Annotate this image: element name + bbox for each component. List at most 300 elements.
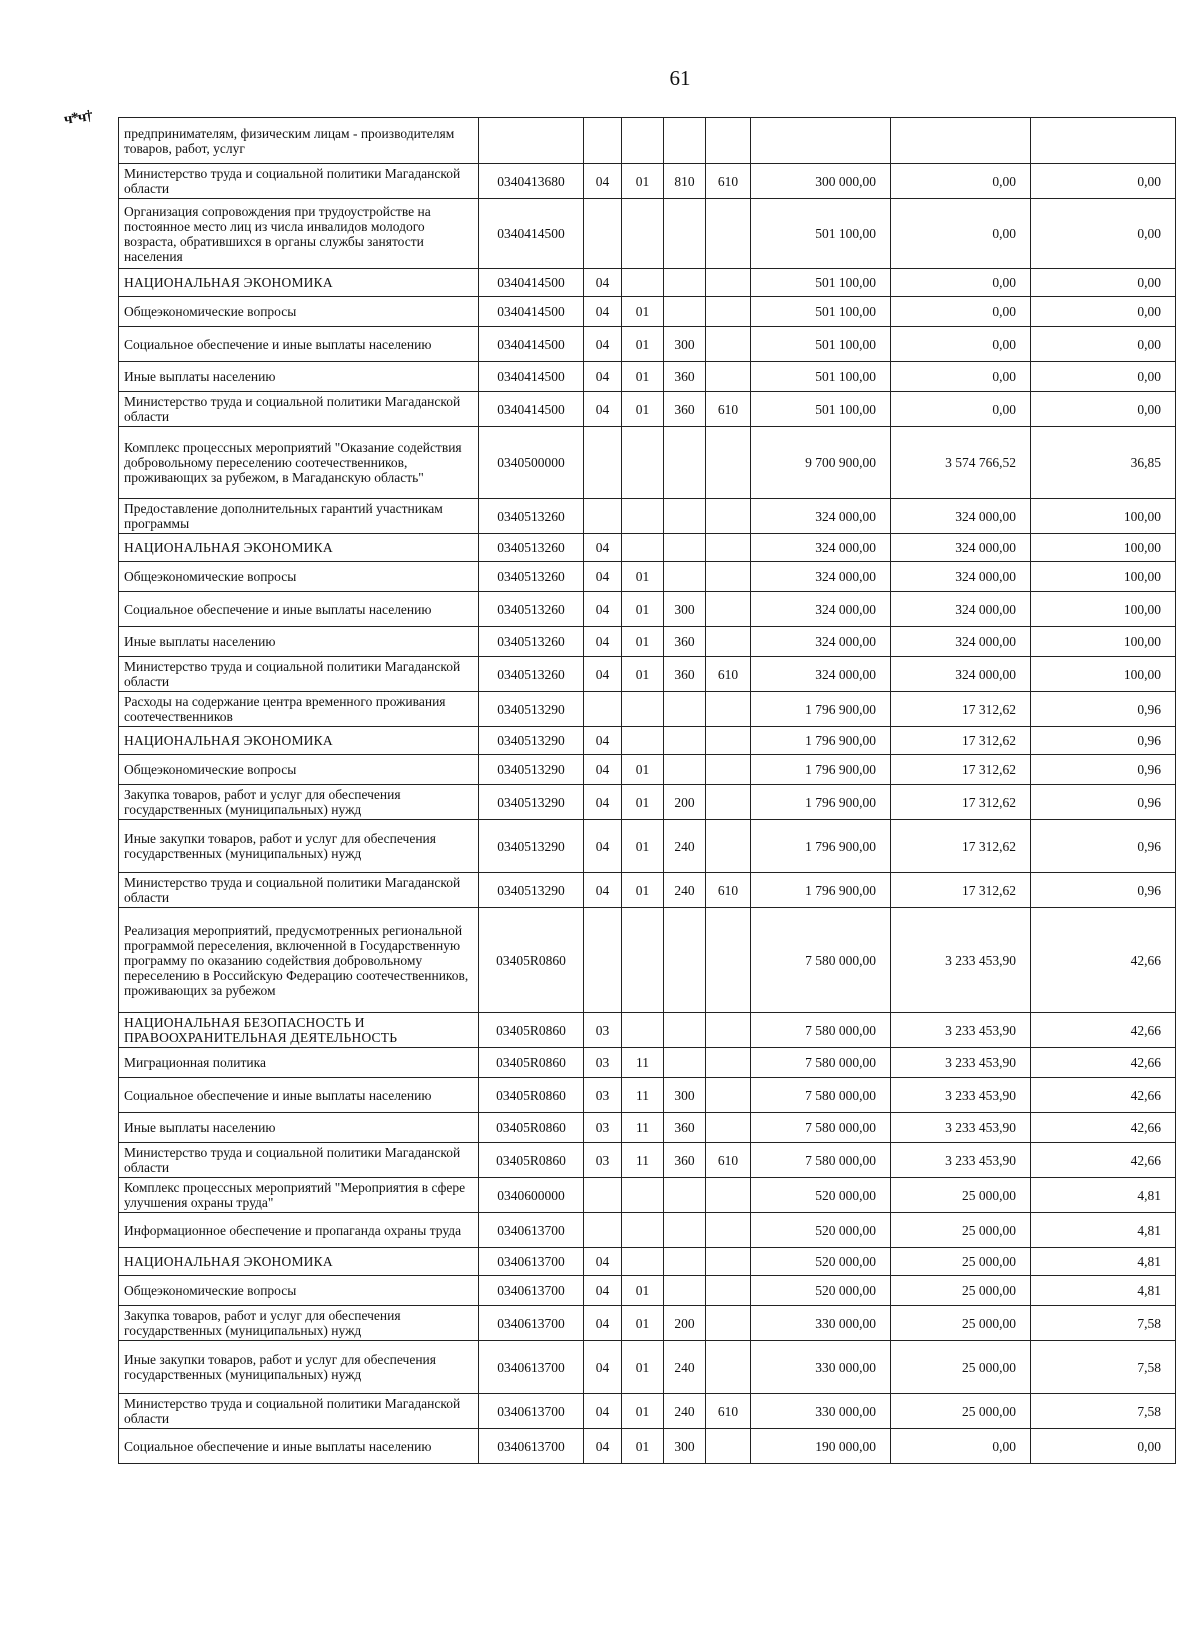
administrator-cell	[706, 908, 751, 1013]
subsection-cell	[622, 427, 664, 499]
budget-table	[118, 117, 1176, 1464]
executed-amount-cell: 25 000,00	[891, 1178, 1031, 1213]
section-cell: 03	[584, 1113, 622, 1143]
target-code-cell: 0340413680	[479, 164, 584, 199]
row-name-cell: Иные выплаты населению	[119, 627, 479, 657]
row-name-cell: Министерство труда и социальной политики Магаданской области	[119, 657, 479, 692]
execution-percent-cell: 0,00	[1031, 199, 1176, 269]
row-name-cell: Иные закупки товаров, работ и услуг для обеспечения государственных (муниципальных) нужд	[119, 820, 479, 873]
executed-amount-cell: 324 000,00	[891, 562, 1031, 592]
administrator-cell	[706, 1248, 751, 1276]
administrator-cell	[706, 692, 751, 727]
section-cell: 04	[584, 164, 622, 199]
subsection-cell	[622, 499, 664, 534]
target-code-cell: 0340513290	[479, 755, 584, 785]
administrator-cell	[706, 1306, 751, 1341]
section-cell: 04	[584, 269, 622, 297]
section-cell: 04	[584, 1394, 622, 1429]
target-code-cell: 0340613700	[479, 1394, 584, 1429]
row-name-cell: Закупка товаров, работ и услуг для обеспечения государственных (муниципальных) нужд	[119, 1306, 479, 1341]
table-row	[119, 1048, 1176, 1078]
table-row	[119, 269, 1176, 297]
target-code-cell: 0340513260	[479, 562, 584, 592]
table-row	[119, 1113, 1176, 1143]
subsection-cell	[622, 908, 664, 1013]
expense-type-cell	[664, 692, 706, 727]
table-row	[119, 1394, 1176, 1429]
subsection-cell: 01	[622, 627, 664, 657]
section-cell: 04	[584, 1429, 622, 1464]
plan-amount-cell: 1 796 900,00	[751, 727, 891, 755]
expense-type-cell: 360	[664, 657, 706, 692]
subsection-cell: 01	[622, 657, 664, 692]
executed-amount-cell: 0,00	[891, 392, 1031, 427]
execution-percent-cell: 100,00	[1031, 562, 1176, 592]
row-name-cell: Общеэкономические вопросы	[119, 1276, 479, 1306]
target-code-cell: 0340414500	[479, 362, 584, 392]
target-code-cell: 0340513260	[479, 534, 584, 562]
row-name-cell: Министерство труда и социальной политики Магаданской области	[119, 164, 479, 199]
expense-type-cell	[664, 1048, 706, 1078]
subsection-cell: 01	[622, 297, 664, 327]
administrator-cell	[706, 627, 751, 657]
execution-percent-cell: 0,00	[1031, 297, 1176, 327]
administrator-cell	[706, 785, 751, 820]
section-cell	[584, 1178, 622, 1213]
row-name-cell: Социальное обеспечение и иные выплаты населению	[119, 1078, 479, 1113]
subsection-cell: 01	[622, 562, 664, 592]
table-row	[119, 785, 1176, 820]
table-row	[119, 297, 1176, 327]
row-name-cell: Министерство труда и социальной политики Магаданской области	[119, 873, 479, 908]
target-code-cell: 0340613700	[479, 1213, 584, 1248]
expense-type-cell	[664, 269, 706, 297]
execution-percent-cell: 42,66	[1031, 908, 1176, 1013]
section-cell: 03	[584, 1078, 622, 1113]
row-name-cell: Комплекс процессных мероприятий "Мероприятия в сфере улучшения охраны труда"	[119, 1178, 479, 1213]
expense-type-cell: 300	[664, 327, 706, 362]
section-cell: 04	[584, 1341, 622, 1394]
row-name-cell: Информационное обеспечение и пропаганда охраны труда	[119, 1213, 479, 1248]
subsection-cell: 01	[622, 785, 664, 820]
table-row	[119, 499, 1176, 534]
row-name-cell: Организация сопровождения при трудоустройстве на постоянное место лиц из числа инвалидов молодого возраста, обратившихся в органы службы занятости населения	[119, 199, 479, 269]
administrator-cell	[706, 1078, 751, 1113]
section-cell: 04	[584, 785, 622, 820]
execution-percent-cell: 7,58	[1031, 1341, 1176, 1394]
subsection-cell: 01	[622, 392, 664, 427]
expense-type-cell: 200	[664, 1306, 706, 1341]
administrator-cell	[706, 499, 751, 534]
execution-percent-cell: 0,00	[1031, 392, 1176, 427]
table-row	[119, 562, 1176, 592]
executed-amount-cell: 3 233 453,90	[891, 1143, 1031, 1178]
expense-type-cell: 200	[664, 785, 706, 820]
expense-type-cell: 300	[664, 1429, 706, 1464]
administrator-cell	[706, 1178, 751, 1213]
handwritten-mark: ч*ч†	[62, 108, 93, 128]
row-name-cell: Иные закупки товаров, работ и услуг для обеспечения государственных (муниципальных) нужд	[119, 1341, 479, 1394]
section-cell: 04	[584, 592, 622, 627]
table-row	[119, 362, 1176, 392]
executed-amount-cell: 3 574 766,52	[891, 427, 1031, 499]
target-code-cell: 0340513260	[479, 499, 584, 534]
administrator-cell	[706, 820, 751, 873]
expense-type-cell: 240	[664, 1394, 706, 1429]
subsection-cell	[622, 692, 664, 727]
subsection-cell: 01	[622, 327, 664, 362]
section-cell: 03	[584, 1143, 622, 1178]
section-cell	[584, 692, 622, 727]
plan-amount-cell: 520 000,00	[751, 1248, 891, 1276]
table-row	[119, 1276, 1176, 1306]
section-cell: 04	[584, 392, 622, 427]
execution-percent-cell: 0,00	[1031, 327, 1176, 362]
execution-percent-cell: 0,96	[1031, 727, 1176, 755]
plan-amount-cell: 324 000,00	[751, 534, 891, 562]
target-code-cell: 0340513290	[479, 785, 584, 820]
executed-amount-cell: 17 312,62	[891, 755, 1031, 785]
execution-percent-cell: 7,58	[1031, 1394, 1176, 1429]
expense-type-cell	[664, 1178, 706, 1213]
executed-amount-cell: 17 312,62	[891, 820, 1031, 873]
execution-percent-cell: 100,00	[1031, 657, 1176, 692]
plan-amount-cell: 1 796 900,00	[751, 820, 891, 873]
table-row	[119, 1178, 1176, 1213]
plan-amount-cell: 520 000,00	[751, 1178, 891, 1213]
administrator-cell	[706, 427, 751, 499]
table-row	[119, 727, 1176, 755]
table-row	[119, 692, 1176, 727]
expense-type-cell: 240	[664, 873, 706, 908]
table-row	[119, 820, 1176, 873]
subsection-cell	[622, 118, 664, 164]
administrator-cell: 610	[706, 1394, 751, 1429]
subsection-cell	[622, 727, 664, 755]
table-row	[119, 1013, 1176, 1048]
target-code-cell: 03405R0860	[479, 1048, 584, 1078]
executed-amount-cell: 324 000,00	[891, 499, 1031, 534]
expense-type-cell	[664, 908, 706, 1013]
target-code-cell: 0340513260	[479, 657, 584, 692]
expense-type-cell	[664, 1013, 706, 1048]
execution-percent-cell: 4,81	[1031, 1178, 1176, 1213]
subsection-cell: 01	[622, 1306, 664, 1341]
plan-amount-cell: 7 580 000,00	[751, 1143, 891, 1178]
subsection-cell: 01	[622, 1429, 664, 1464]
executed-amount-cell: 0,00	[891, 327, 1031, 362]
plan-amount-cell: 330 000,00	[751, 1394, 891, 1429]
administrator-cell	[706, 1429, 751, 1464]
executed-amount-cell: 0,00	[891, 297, 1031, 327]
subsection-cell: 11	[622, 1048, 664, 1078]
target-code-cell: 0340613700	[479, 1429, 584, 1464]
expense-type-cell: 360	[664, 362, 706, 392]
plan-amount-cell: 1 796 900,00	[751, 692, 891, 727]
row-name-cell: НАЦИОНАЛЬНАЯ ЭКОНОМИКА	[119, 269, 479, 297]
table-row	[119, 627, 1176, 657]
expense-type-cell: 240	[664, 1341, 706, 1394]
executed-amount-cell: 25 000,00	[891, 1394, 1031, 1429]
plan-amount-cell	[751, 118, 891, 164]
execution-percent-cell: 4,81	[1031, 1213, 1176, 1248]
administrator-cell	[706, 118, 751, 164]
expense-type-cell: 360	[664, 627, 706, 657]
executed-amount-cell: 3 233 453,90	[891, 1113, 1031, 1143]
table-row	[119, 118, 1176, 164]
table-body	[119, 118, 1176, 1464]
row-name-cell: Министерство труда и социальной политики Магаданской области	[119, 1394, 479, 1429]
subsection-cell: 11	[622, 1143, 664, 1178]
plan-amount-cell: 1 796 900,00	[751, 755, 891, 785]
execution-percent-cell: 4,81	[1031, 1248, 1176, 1276]
subsection-cell	[622, 1013, 664, 1048]
execution-percent-cell: 0,96	[1031, 873, 1176, 908]
plan-amount-cell: 324 000,00	[751, 627, 891, 657]
target-code-cell: 0340613700	[479, 1276, 584, 1306]
section-cell: 04	[584, 327, 622, 362]
executed-amount-cell	[891, 118, 1031, 164]
subsection-cell: 01	[622, 755, 664, 785]
executed-amount-cell: 17 312,62	[891, 727, 1031, 755]
table-row	[119, 873, 1176, 908]
execution-percent-cell: 0,96	[1031, 692, 1176, 727]
plan-amount-cell: 7 580 000,00	[751, 1048, 891, 1078]
row-name-cell: НАЦИОНАЛЬНАЯ ЭКОНОМИКА	[119, 534, 479, 562]
section-cell: 04	[584, 820, 622, 873]
plan-amount-cell: 324 000,00	[751, 657, 891, 692]
expense-type-cell	[664, 562, 706, 592]
table-row	[119, 1341, 1176, 1394]
page-number: 61	[669, 66, 691, 90]
executed-amount-cell: 324 000,00	[891, 592, 1031, 627]
target-code-cell: 03405R0860	[479, 1143, 584, 1178]
administrator-cell	[706, 1013, 751, 1048]
section-cell	[584, 199, 622, 269]
table-row	[119, 392, 1176, 427]
table-row	[119, 164, 1176, 199]
row-name-cell: НАЦИОНАЛЬНАЯ ЭКОНОМИКА	[119, 727, 479, 755]
subsection-cell: 01	[622, 1276, 664, 1306]
plan-amount-cell: 330 000,00	[751, 1306, 891, 1341]
expense-type-cell	[664, 1248, 706, 1276]
subsection-cell	[622, 1248, 664, 1276]
plan-amount-cell: 7 580 000,00	[751, 908, 891, 1013]
executed-amount-cell: 3 233 453,90	[891, 1078, 1031, 1113]
expense-type-cell	[664, 534, 706, 562]
row-name-cell: Общеэкономические вопросы	[119, 297, 479, 327]
executed-amount-cell: 25 000,00	[891, 1248, 1031, 1276]
subsection-cell: 01	[622, 873, 664, 908]
execution-percent-cell: 100,00	[1031, 592, 1176, 627]
target-code-cell: 0340414500	[479, 392, 584, 427]
administrator-cell	[706, 1113, 751, 1143]
plan-amount-cell: 7 580 000,00	[751, 1113, 891, 1143]
subsection-cell	[622, 1213, 664, 1248]
administrator-cell	[706, 562, 751, 592]
row-name-cell: Социальное обеспечение и иные выплаты населению	[119, 327, 479, 362]
plan-amount-cell: 520 000,00	[751, 1213, 891, 1248]
section-cell	[584, 499, 622, 534]
section-cell: 04	[584, 657, 622, 692]
row-name-cell: Министерство труда и социальной политики Магаданской области	[119, 1143, 479, 1178]
target-code-cell: 03405R0860	[479, 1078, 584, 1113]
section-cell: 04	[584, 362, 622, 392]
plan-amount-cell: 520 000,00	[751, 1276, 891, 1306]
target-code-cell	[479, 118, 584, 164]
target-code-cell: 0340513290	[479, 873, 584, 908]
expense-type-cell	[664, 727, 706, 755]
executed-amount-cell: 25 000,00	[891, 1341, 1031, 1394]
expense-type-cell: 300	[664, 1078, 706, 1113]
administrator-cell: 610	[706, 657, 751, 692]
table-row	[119, 1078, 1176, 1113]
section-cell: 03	[584, 1013, 622, 1048]
target-code-cell: 0340414500	[479, 297, 584, 327]
execution-percent-cell: 36,85	[1031, 427, 1176, 499]
executed-amount-cell: 0,00	[891, 164, 1031, 199]
administrator-cell: 610	[706, 392, 751, 427]
administrator-cell	[706, 269, 751, 297]
execution-percent-cell: 42,66	[1031, 1013, 1176, 1048]
row-name-cell: Общеэкономические вопросы	[119, 562, 479, 592]
plan-amount-cell: 7 580 000,00	[751, 1078, 891, 1113]
section-cell: 04	[584, 562, 622, 592]
executed-amount-cell: 25 000,00	[891, 1276, 1031, 1306]
execution-percent-cell: 42,66	[1031, 1143, 1176, 1178]
executed-amount-cell: 3 233 453,90	[891, 908, 1031, 1013]
section-cell: 03	[584, 1048, 622, 1078]
execution-percent-cell: 100,00	[1031, 499, 1176, 534]
execution-percent-cell: 0,96	[1031, 755, 1176, 785]
administrator-cell	[706, 534, 751, 562]
executed-amount-cell: 17 312,62	[891, 873, 1031, 908]
plan-amount-cell: 1 796 900,00	[751, 873, 891, 908]
administrator-cell: 610	[706, 1143, 751, 1178]
executed-amount-cell: 17 312,62	[891, 692, 1031, 727]
plan-amount-cell: 324 000,00	[751, 562, 891, 592]
expense-type-cell: 360	[664, 1143, 706, 1178]
administrator-cell	[706, 1341, 751, 1394]
executed-amount-cell: 3 233 453,90	[891, 1048, 1031, 1078]
target-code-cell: 03405R0860	[479, 1013, 584, 1048]
target-code-cell: 0340414500	[479, 327, 584, 362]
plan-amount-cell: 300 000,00	[751, 164, 891, 199]
execution-percent-cell: 42,66	[1031, 1113, 1176, 1143]
executed-amount-cell: 0,00	[891, 269, 1031, 297]
executed-amount-cell: 0,00	[891, 362, 1031, 392]
administrator-cell: 610	[706, 164, 751, 199]
plan-amount-cell: 190 000,00	[751, 1429, 891, 1464]
row-name-cell: НАЦИОНАЛЬНАЯ БЕЗОПАСНОСТЬ И ПРАВООХРАНИТЕЛЬНАЯ ДЕЯТЕЛЬНОСТЬ	[119, 1013, 479, 1048]
subsection-cell: 11	[622, 1078, 664, 1113]
subsection-cell	[622, 199, 664, 269]
table-row	[119, 1248, 1176, 1276]
table-row	[119, 1143, 1176, 1178]
row-name-cell: Министерство труда и социальной политики Магаданской области	[119, 392, 479, 427]
table-row	[119, 755, 1176, 785]
target-code-cell: 0340513290	[479, 692, 584, 727]
target-code-cell: 0340613700	[479, 1306, 584, 1341]
target-code-cell: 0340513290	[479, 727, 584, 755]
target-code-cell: 0340613700	[479, 1341, 584, 1394]
expense-type-cell	[664, 199, 706, 269]
table-row	[119, 1213, 1176, 1248]
plan-amount-cell: 501 100,00	[751, 392, 891, 427]
expense-type-cell	[664, 427, 706, 499]
section-cell: 04	[584, 627, 622, 657]
row-name-cell: Реализация мероприятий, предусмотренных региональной программой переселения, включенной в Государственную программу по оказанию содействия добровольному переселению в Российскую Федерацию соотечественников, проживающих за рубежом	[119, 908, 479, 1013]
plan-amount-cell: 1 796 900,00	[751, 785, 891, 820]
table-row	[119, 908, 1176, 1013]
executed-amount-cell: 324 000,00	[891, 534, 1031, 562]
execution-percent-cell	[1031, 118, 1176, 164]
plan-amount-cell: 501 100,00	[751, 362, 891, 392]
row-name-cell: предпринимателям, физическим лицам - производителям товаров, работ, услуг	[119, 118, 479, 164]
section-cell	[584, 118, 622, 164]
administrator-cell	[706, 327, 751, 362]
section-cell: 04	[584, 873, 622, 908]
expense-type-cell	[664, 499, 706, 534]
execution-percent-cell: 100,00	[1031, 627, 1176, 657]
plan-amount-cell: 501 100,00	[751, 297, 891, 327]
executed-amount-cell: 25 000,00	[891, 1213, 1031, 1248]
target-code-cell: 0340600000	[479, 1178, 584, 1213]
row-name-cell: Общеэкономические вопросы	[119, 755, 479, 785]
section-cell: 04	[584, 297, 622, 327]
table-row	[119, 199, 1176, 269]
subsection-cell: 01	[622, 1341, 664, 1394]
administrator-cell	[706, 362, 751, 392]
section-cell: 04	[584, 1276, 622, 1306]
executed-amount-cell: 324 000,00	[891, 627, 1031, 657]
administrator-cell	[706, 1048, 751, 1078]
plan-amount-cell: 324 000,00	[751, 592, 891, 627]
target-code-cell: 0340500000	[479, 427, 584, 499]
row-name-cell: Миграционная политика	[119, 1048, 479, 1078]
target-code-cell: 0340414500	[479, 269, 584, 297]
target-code-cell: 0340513290	[479, 820, 584, 873]
expense-type-cell	[664, 118, 706, 164]
administrator-cell: 610	[706, 873, 751, 908]
target-code-cell: 0340513260	[479, 627, 584, 657]
row-name-cell: Закупка товаров, работ и услуг для обеспечения государственных (муниципальных) нужд	[119, 785, 479, 820]
table-row	[119, 1429, 1176, 1464]
section-cell: 04	[584, 534, 622, 562]
expense-type-cell	[664, 1213, 706, 1248]
row-name-cell: Расходы на содержание центра временного проживания соотечественников	[119, 692, 479, 727]
executed-amount-cell: 324 000,00	[891, 657, 1031, 692]
plan-amount-cell: 501 100,00	[751, 269, 891, 297]
execution-percent-cell: 0,96	[1031, 785, 1176, 820]
table-row	[119, 327, 1176, 362]
row-name-cell: НАЦИОНАЛЬНАЯ ЭКОНОМИКА	[119, 1248, 479, 1276]
target-code-cell: 0340613700	[479, 1248, 584, 1276]
subsection-cell: 01	[622, 1394, 664, 1429]
plan-amount-cell: 7 580 000,00	[751, 1013, 891, 1048]
plan-amount-cell: 501 100,00	[751, 199, 891, 269]
execution-percent-cell: 7,58	[1031, 1306, 1176, 1341]
executed-amount-cell: 3 233 453,90	[891, 1013, 1031, 1048]
section-cell: 04	[584, 1306, 622, 1341]
target-code-cell: 03405R0860	[479, 1113, 584, 1143]
plan-amount-cell: 330 000,00	[751, 1341, 891, 1394]
section-cell	[584, 908, 622, 1013]
administrator-cell	[706, 1276, 751, 1306]
section-cell	[584, 427, 622, 499]
administrator-cell	[706, 592, 751, 627]
row-name-cell: Иные выплаты населению	[119, 1113, 479, 1143]
